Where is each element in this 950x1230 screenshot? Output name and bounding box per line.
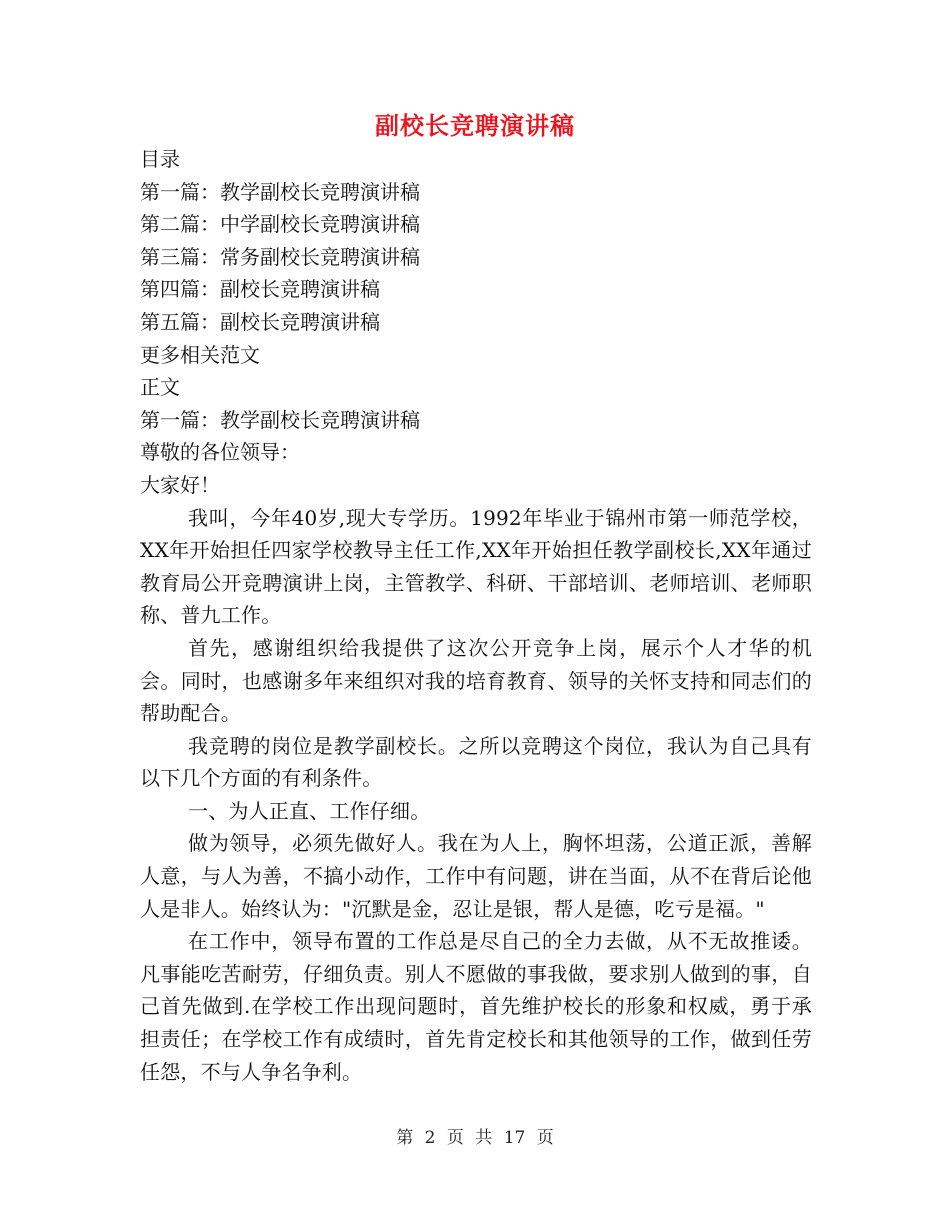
toc-item-3: 第三篇：常务副校长竞聘演讲稿 [140, 244, 420, 269]
paragraph-character: 做为领导，必须先做好人。我在为人上，胸怀坦荡，公道正派，善解人意，与人为善，不搞小动作，工作中有问题，讲在当面，从不在背后论他人是非人。始终认为："沉默是金，忍让是银，帮人是德，吃亏是福。" [140, 831, 812, 921]
section-title: 第一篇：教学副校长竞聘演讲稿 [140, 407, 420, 432]
document-body [140, 143, 812, 1088]
paragraph-intro: 我叫，今年40岁,现大专学历。1992年毕业于锦州市第一师范学校， XX年开始担任四家学校教导主任工作,XX年开始担任教学副校长,XX年通过教育局公开竞聘演讲上岗，主管教学、科研、干部培训、老师培训、老师职称、普九工作。 [140, 505, 812, 628]
paragraph-thanks: 首先，感谢组织给我提供了这次公开竞争上岗，展示个人才华的机会。同时，也感谢多年来组织对我的培育教育、领导的关怀支持和同志们的帮助配合。 [140, 635, 812, 726]
main-heading: 正文 [140, 375, 180, 400]
document-title: 副校长竞聘演讲稿 [375, 111, 575, 140]
paragraph-position: 我竞聘的岗位是教学副校长。之所以竞聘这个岗位，我认为自己具有以下几个方面的有利条件。 [140, 733, 812, 791]
page-number-footer: 第 2 页 共 17 页 [396, 1128, 554, 1148]
paragraph-point-one: 一、为人正直、工作仔细。 [188, 798, 431, 823]
greeting: 大家好！ [140, 472, 220, 497]
paragraph-work: 在工作中，领导布置的工作总是尽自己的全力去做，从不无故推诿。凡事能吃苦耐劳，仔细负责。别人不愿做的事我做，要求别人做到的事，自己首先做到.在学校工作出现问题时，首先维护校长的形象和权威，勇于承担责任；在学校工作有成绩时，首先肯定校长和其他领导的工作，做到任劳任怨，不与人争名争利。 [140, 929, 812, 1084]
toc-item-2: 第二篇：中学副校长竞聘演讲稿 [140, 212, 420, 237]
toc-item-1: 第一篇：教学副校长竞聘演讲稿 [140, 179, 420, 204]
toc-heading: 目录 [140, 147, 180, 171]
salutation: 尊敬的各位领导： [140, 440, 300, 465]
toc-item-4: 第四篇：副校长竞聘演讲稿 [140, 277, 380, 302]
toc-item-5: 第五篇：副校长竞聘演讲稿 [140, 309, 380, 334]
toc-more-link: 更多相关范文 [140, 342, 260, 367]
